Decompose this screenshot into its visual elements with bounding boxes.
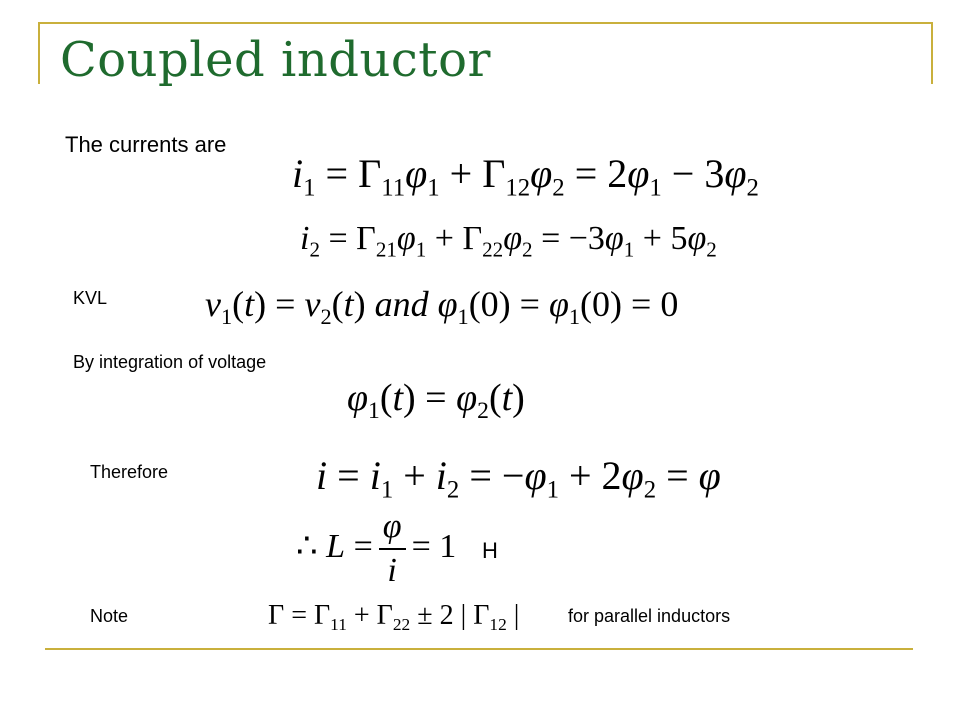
slide-title: Coupled inductor [60,32,491,88]
equation-i1: $i_1 = \Gamma_{11}\varphi_1 + \Gamma_{12}\varphi_2 = 2\varphi_1 - 3\varphi_2$ [292,151,759,202]
equation-gamma: $\Gamma = \Gamma_{11} + \Gamma_{22} \pm 2$ | $\Gamma_{12}$ | [268,600,520,635]
equation-kvl: $v_1(t) = v_2(t)$ and $\varphi_1(0) = \varphi_1(0) = 0$ [205,284,679,329]
right-rule [931,22,933,84]
currents-intro-label: The currents are [65,132,227,157]
equation-L: ∴ L = $\frac{\varphi}{i}$ = 1 [296,508,457,589]
note-suffix-label: for parallel inductors [568,606,731,626]
fraction-phi-over-i: $\frac{\varphi}{i}$ [379,508,406,590]
top-rule [38,22,933,24]
unit-label: H [482,538,498,563]
left-rule [38,22,40,84]
equation-i-total: $i = i_1 + i_2 = -\varphi_1 + 2\varphi_2 = \varphi$ [316,453,721,504]
bottom-rule [45,648,913,650]
equation-i2: $i_2 = \Gamma_{21}\varphi_1 + \Gamma_{22}\varphi_2 = -3\varphi_1 + 5\varphi_2$ [300,220,717,262]
kvl-label: KVL [73,288,108,308]
equation-phi: $\varphi_1(t) = \varphi_2(t)$ [347,377,525,425]
integration-label: By integration of voltage [73,352,267,372]
note-label: Note [90,606,129,626]
therefore-label: Therefore [90,462,169,482]
